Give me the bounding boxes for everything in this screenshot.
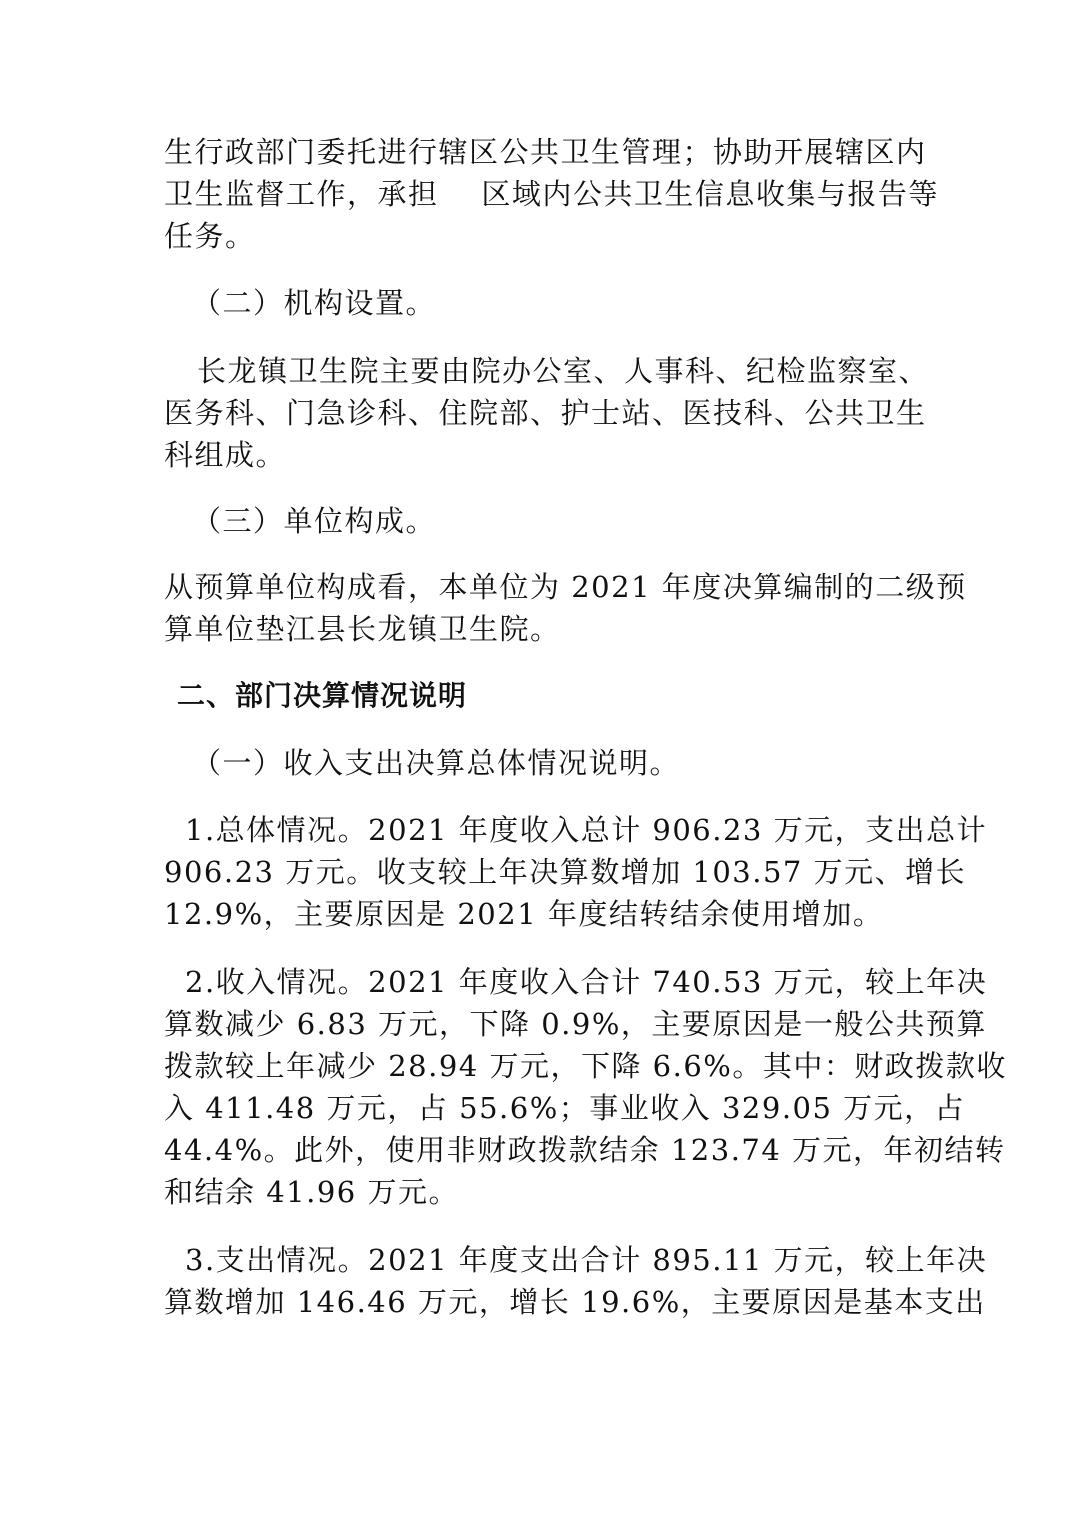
paragraph-duties-line-2: 卫生监督工作，承担 区域内公共卫生信息收集与报告等 (164, 177, 939, 211)
paragraph-org-line-3: 科组成。 (164, 438, 287, 472)
paragraph-units-line-2: 算单位垫江县长龙镇卫生院。 (164, 612, 561, 646)
sub-heading-income-expense-overview: （一）收入支出决算总体情况说明。 (192, 746, 681, 780)
paragraph-org-line-2: 医务科、门急诊科、住院部、护士站、医技科、公共卫生 (164, 396, 927, 430)
paragraph-duties-line-3: 任务。 (164, 219, 256, 253)
paragraph-income-line-3: 拨款较上年减少 28.94 万元，下降 6.6%。其中：财政拨款收 (164, 1049, 1007, 1083)
paragraph-org-line-1: 长龙镇卫生院主要由院办公室、人事科、纪检监察室、 (197, 354, 930, 388)
paragraph-duties-line-1: 生行政部门委托进行辖区公共卫生管理；协助开展辖区内 (164, 135, 927, 169)
paragraph-overall-line-3: 12.9%，主要原因是 2021 年度结转结余使用增加。 (164, 897, 884, 931)
paragraph-expense-line-2: 算数增加 146.46 万元，增长 19.6%，主要原因是基本支出 (164, 1285, 986, 1319)
paragraph-overall-line-1: 1.总体情况。2021 年度收入总计 906.23 万元，支出总计 (185, 813, 988, 847)
paragraph-units-line-1: 从预算单位构成看，本单位为 2021 年度决算编制的二级预 (164, 570, 967, 604)
paragraph-overall-line-2: 906.23 万元。收支较上年决算数增加 103.57 万元、增长 (164, 855, 967, 889)
paragraph-income-line-6: 和结余 41.96 万元。 (164, 1175, 459, 1209)
section-heading-unit-structure: （三）单位构成。 (192, 504, 437, 538)
paragraph-income-line-4: 入 411.48 万元，占 55.6%；事业收入 329.05 万元，占 (164, 1091, 966, 1125)
paragraph-income-line-2: 算数减少 6.83 万元，下降 0.9%，主要原因是一般公共预算 (164, 1007, 987, 1041)
paragraph-income-line-5: 44.4%。此外，使用非财政拨款结余 123.74 万元，年初结转 (164, 1133, 1006, 1167)
section-heading-org-setup: （二）机构设置。 (192, 286, 437, 320)
part-heading-budget-explanation: 二、部门决算情况说明 (177, 679, 468, 712)
paragraph-income-line-1: 2.收入情况。2021 年度收入合计 740.53 万元，较上年决 (185, 965, 988, 999)
paragraph-expense-line-1: 3.支出情况。2021 年度支出合计 895.11 万元，较上年决 (185, 1243, 988, 1277)
